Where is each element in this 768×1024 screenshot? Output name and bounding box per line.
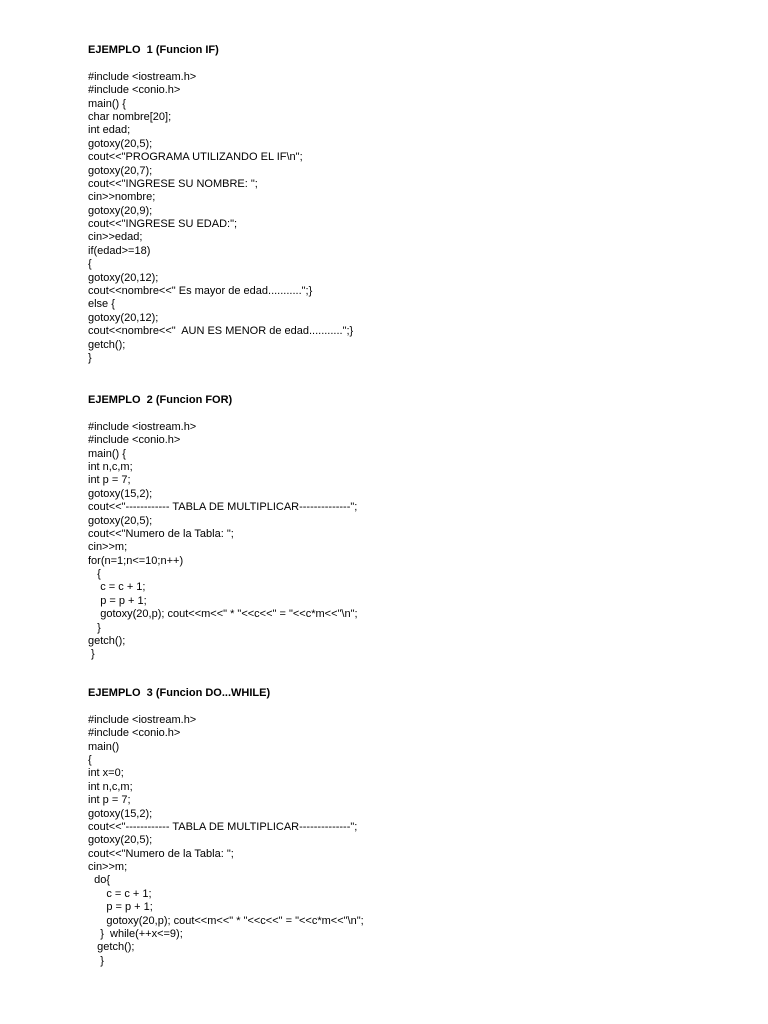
code-line: c = c + 1;: [88, 887, 152, 900]
code-line: {: [88, 258, 92, 271]
code-line: else {: [88, 298, 115, 311]
code-line: int n,c,m;: [88, 460, 133, 473]
code-line: gotoxy(20,p); cout<<m<<" * "<<c<<" = "<<c*m<<"\n";: [88, 914, 364, 927]
code-line: #include <conio.h>: [88, 434, 181, 447]
code-line: cout<<"------------ TABLA DE MULTIPLICAR--------------";: [88, 501, 358, 514]
code-line: gotoxy(20,5);: [88, 137, 153, 150]
code-line: cout<<"PROGRAMA UTILIZANDO EL IF\n";: [88, 151, 303, 164]
code-line: cout<<"Numero de la Tabla: ";: [88, 847, 234, 860]
code-line: cout<<"INGRESE SU EDAD:";: [88, 218, 238, 231]
example-3-title: EJEMPLO 3 (Funcion DO...WHILE): [88, 687, 271, 699]
code-line: int p = 7;: [88, 794, 131, 807]
code-line: }: [88, 954, 104, 967]
code-line: getch();: [88, 941, 135, 954]
code-line: {: [88, 753, 92, 766]
example-2-code: [88, 421, 358, 662]
code-line: }: [88, 352, 92, 364]
code-line: cout<<"------------ TABLA DE MULTIPLICAR--------------";: [88, 820, 358, 833]
code-line: getch();: [88, 338, 126, 351]
code-line: #include <conio.h>: [88, 84, 181, 97]
code-line: cin>>edad;: [88, 231, 143, 244]
code-line: gotoxy(15,2);: [88, 487, 153, 500]
example-2-title: EJEMPLO 2 (Funcion FOR): [88, 394, 233, 406]
example-1-section: [88, 44, 353, 365]
code-line: int p = 7;: [88, 474, 131, 487]
code-line: do{: [88, 874, 111, 887]
code-line: p = p + 1;: [88, 901, 153, 914]
code-line: #include <conio.h>: [88, 727, 181, 740]
code-line: gotoxy(20,5);: [88, 834, 153, 847]
code-line: cout<<"Numero de la Tabla: ";: [88, 527, 234, 540]
code-line: cin>>m;: [88, 541, 128, 554]
code-line: c = c + 1;: [88, 581, 146, 594]
code-line: char nombre[20];: [88, 110, 172, 123]
code-line: if(edad>=18): [88, 244, 151, 257]
code-line: gotoxy(15,2);: [88, 807, 153, 820]
code-line: cout<<nombre<<" AUN ES MENOR de edad...........";}: [88, 325, 354, 338]
code-line: } while(++x<=9);: [88, 928, 183, 941]
code-line: #include <iostream.h>: [88, 70, 197, 83]
code-line: int n,c,m;: [88, 780, 133, 793]
code-line: {: [88, 568, 101, 581]
code-line: gotoxy(20,p); cout<<m<<" * "<<c<<" = "<<c*m<<"\n";: [88, 608, 358, 621]
example-1-code: [88, 71, 353, 366]
code-line: for(n=1;n<=10;n++): [88, 554, 184, 567]
example-2-section: [88, 394, 358, 662]
code-line: main() {: [88, 447, 126, 460]
code-line: getch();: [88, 635, 126, 648]
code-line: gotoxy(20,5);: [88, 514, 153, 527]
code-line: p = p + 1;: [88, 594, 147, 607]
code-line: }: [88, 621, 101, 634]
code-line: main(): [88, 740, 120, 753]
example-3-code: [88, 714, 364, 968]
code-line: int edad;: [88, 124, 131, 137]
code-line: gotoxy(20,9);: [88, 204, 153, 217]
code-line: main() {: [88, 97, 126, 110]
code-line: gotoxy(20,7);: [88, 164, 153, 177]
code-line: cin>>nombre;: [88, 191, 156, 204]
code-line: cout<<nombre<<" Es mayor de edad...........";}: [88, 285, 313, 298]
code-line: cout<<"INGRESE SU NOMBRE: ";: [88, 177, 258, 190]
code-line: #include <iostream.h>: [88, 420, 197, 433]
code-line: int x=0;: [88, 767, 124, 780]
code-line: #include <iostream.h>: [88, 713, 197, 726]
code-line: gotoxy(20,12);: [88, 271, 159, 284]
code-line: cin>>m;: [88, 861, 128, 874]
example-1-title: EJEMPLO 1 (Funcion IF): [88, 44, 219, 56]
example-3-section: [88, 687, 364, 968]
code-line: gotoxy(20,12);: [88, 311, 159, 324]
code-line: }: [88, 648, 95, 661]
